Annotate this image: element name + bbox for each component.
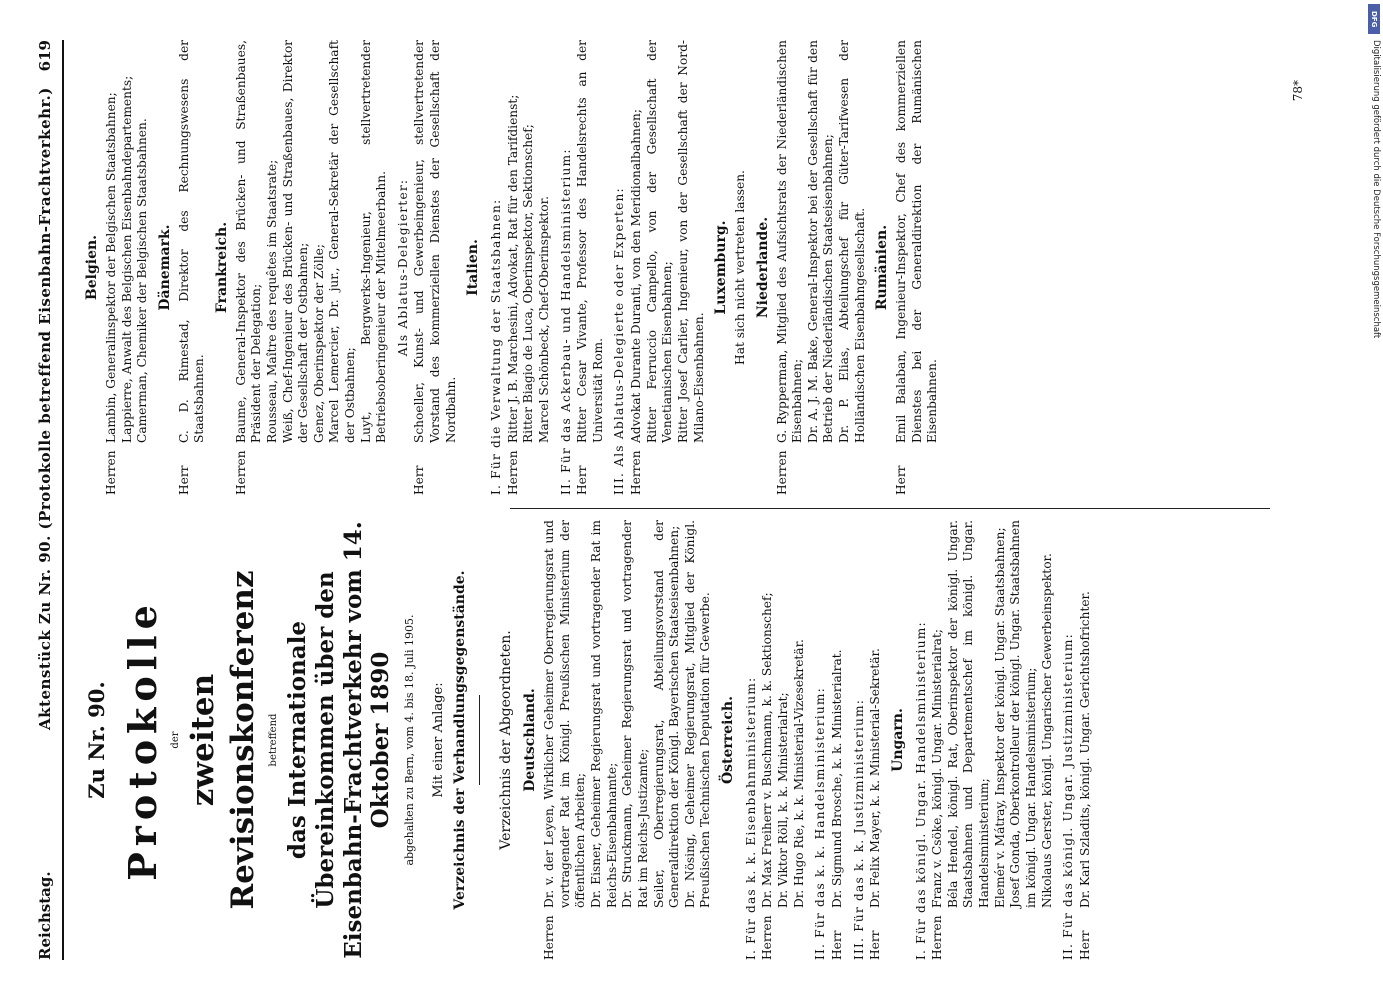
list-item: Nikolaus Gerster, königl. Ungarischer Gewerbeinspektor.: [1039, 553, 1054, 908]
digitization-sidebar: [1366, 0, 1383, 1000]
list-item: Dr. Hugo Rie, k. k. Ministerial-Vizesekretär.: [791, 639, 806, 908]
title-rule: [479, 695, 480, 785]
list-item: Dr. Struckmann, Geheimer Regierungsrat und vortragender Rat im Reichs-Justizamte;: [620, 520, 650, 908]
section-frankreich: Frankreich.: [213, 221, 230, 314]
title-line-2: Protokolle: [119, 599, 165, 881]
list-item: Rousseau, Maître des requêtes im Staatsrate;: [264, 159, 279, 443]
list-item: Herr Dr. Felix Mayer, k. k. Ministerial-Sekretär.: [868, 648, 883, 960]
subsection-heading: I. Für das königl. Ungar. Handelsministerium:: [913, 621, 928, 960]
title-line-4: zweiten Revisionskonferenz: [185, 570, 261, 910]
list-item: Weiß, Chef-Ingenieur des Brücken- und Straßenbaues, Direktor der Gesellschaft der Ostbahnen;: [280, 40, 311, 443]
header-center: Aktenstück Zu Nr. 90. (Protokolle betreffend Eisenbahn-Frachtverkehr.): [36, 87, 54, 730]
list-item: Luyt, Bergwerks-Ingenieur, stellvertretender Betriebsoberingenieur der Mittelmeerbahn.: [358, 40, 389, 443]
list-item: Seiler, Oberregierungsrat, Abteilungsvorstand der Generaldirektion der Königl. Bayerischen Staatseisenbahnen;: [651, 520, 682, 908]
list-item: Herren G. Rypperman, Mitglied des Aufsichtsrats der Niederländischen Eisenbahnen;: [774, 40, 805, 495]
list-item: Herren Ritter J. B. Marchesini, Advokat, Rat für den Tarifdienst;: [505, 94, 520, 495]
header-left: Reichstag.: [36, 871, 54, 960]
title-line-9: Verzeichnis der Verhandlungsgegenstände.: [451, 570, 468, 910]
title-line-3: der: [169, 731, 181, 749]
list-item: Herr Schoeller, Kunst- und Gewerbeingenieur, stellvertretender Vorstand des kommerziellen Dienstes der Gesellschaft der Nordbahn.: [412, 40, 458, 495]
list-item: Marcel Schönbeck, Chef-Oberinspektor.: [537, 196, 552, 443]
list-item: Dr. Nösing, Geheimer Regierungsrat, Mitglied der Königl. Preußischen Technischen Deputation für Gewerbe.: [682, 520, 713, 908]
subsection-heading: I. Für die Verwaltung der Staatsbahnen:: [489, 198, 504, 495]
section-deutschland: Deutschland.: [522, 688, 539, 792]
subsection-heading: II. Für das königl. Ungar. Justizministerium:: [1061, 633, 1076, 960]
subsection-heading: II. Für das Ackerbau- und Handelsministerium:: [558, 148, 573, 495]
subsection-heading: I. Für das k. k. Eisenbahnministerium:: [743, 676, 758, 960]
title-line-5: betreffend: [267, 713, 279, 767]
list-item: Herren Advokat Durante Duranti, von den Meridionalbahnen;: [629, 109, 644, 495]
title-line-7: abgehalten zu Bern, vom 4. bis 18. Juli 1905.: [402, 614, 416, 866]
list-item: Béla Hendel, königl. Rat, Oberinspektor der königl. Ungar. Staatsbahnen und Departementschef im königl. Ungar. Handelsministerium;: [945, 520, 992, 908]
list-item: Herr Ritter Cesar Vivante, Professor des Handelsrechts an der Universität Rom.: [575, 40, 605, 495]
list-item: Ritter Ferruccio Campello, von der Gesellschaft der Venetianischen Eisenbahnen;: [644, 40, 675, 443]
list-item: Ritter Josef Carlier, Ingenieur, von der Gesellschaft der Nord-Milano-Eisenbahnen.: [675, 40, 706, 443]
delegates-heading: Verzeichnis der Abgeordneten.: [498, 630, 515, 850]
section-daenemark: Dänemark.: [156, 224, 173, 311]
column-divider: [510, 508, 1270, 509]
title-line-8: Mit einer Anlage:: [430, 682, 446, 798]
list-item: Camerman, Chemiker der Belgischen Staatsbahnen.: [135, 118, 150, 443]
list-item: Herr Emil Balaban, Ingenieur-Inspektor, Chef des kommerziellen Dienstes bei der Generaldirektion der Rumänischen Eisenbahnen.: [894, 40, 940, 495]
list-item: Herren Dr. v. der Leyen, Wirklicher Geheimer Oberregierungsrat und vortragender Rat im Königl. Preußischen Ministerium der öffentlichen Arbeiten;: [542, 520, 588, 960]
left-column: [78, 520, 1093, 960]
title-line-1: Zu Nr. 90.: [84, 681, 109, 799]
section-luxemburg: Luxemburg.: [713, 220, 730, 315]
list-item: Marcel Lemercier, Dr. jur., General-Sekretär der Gesellschaft der Ostbahnen;: [327, 40, 358, 443]
dfg-logo: DFG: [1368, 4, 1380, 34]
page-number: 619: [36, 40, 54, 72]
document-page: [20, 0, 1340, 1000]
section-belgien: Belgien.: [84, 234, 100, 301]
subsection-heading: II. Für das k. k. Handelsministerium:: [813, 687, 828, 960]
title-line-6: das Internationale Übereinkommen über den Eisenbahn-Frachtverkehr vom 14. Oktober 1890: [284, 521, 395, 959]
list-item: Herr C. D. Rimestad, Direktor des Rechnungswesens der Staatsbahnen.: [176, 40, 207, 495]
list-item: Elemér v. Mátray, Inspektor der königl. Ungar. Staatsbahnen;: [992, 527, 1007, 908]
list-item: Ritter Biagio de Luca, Oberinspektor, Sektionschef;: [521, 124, 536, 443]
subsection-heading: III. Als Ablatus-Delegierte oder Experten:: [612, 187, 627, 495]
title-block: [84, 520, 469, 960]
list-item: Dr. Viktor Röll, k. k. Ministerialrat;: [776, 692, 791, 908]
deutschland-entries: [542, 520, 714, 960]
running-header: [32, 40, 64, 960]
section-rumaenien: Rumänien.: [874, 224, 891, 311]
subsection-heading: III. Für das k. k. Justizministerium:: [851, 698, 866, 960]
list-item: Dr. P. Elias, Abteilungschef für Güter-Tarifwesen der Holländischen Eisenbahngesellschaft.: [836, 40, 867, 443]
signature-mark: 78*: [1290, 80, 1305, 102]
list-item: Lappierre, Anwalt des Belgischen Eisenbahndepartements;: [119, 75, 134, 443]
list-item: Herr Dr. Sigmund Brosche, k. k. Ministerialrat.: [829, 649, 844, 960]
section-italien: Italien.: [465, 239, 482, 296]
list-item: Herr Dr. Karl Szladits, königl. Ungar. Gerichtshofrichter.: [1077, 591, 1092, 960]
list-item: Genez, Oberinspektor der Zölle;: [311, 244, 326, 443]
section-niederlande: Niederlande.: [754, 216, 771, 319]
list-item: Dr. Eisner, Geheimer Regierungsrat und vortragender Rat im Reichs-Eisenbahnamte;: [589, 520, 619, 908]
luxemburg-note: Hat sich nicht vertreten lassen.: [733, 170, 748, 365]
list-item: Herren Baume, General-Inspektor des Brücken- und Straßenbaues, Präsident der Delegation;: [233, 40, 264, 495]
digitization-credit: Digitalisierung gefördert durch die Deutsche Forschungsgemeinschaft: [1371, 40, 1381, 339]
section-ungarn: Ungarn.: [889, 708, 906, 772]
right-column: [78, 40, 941, 495]
list-item: Dr. A. J. M. Bake, General-Inspektor bei der Gesellschaft für den Betrieb der Niederländischen Staatseisenbahnen;: [805, 40, 836, 443]
section-oesterreich: Österreich.: [719, 696, 736, 785]
list-item: Josef Gonda, Oberkontrolleur der königl. Ungar. Staatsbahnen im königl. Ungar. Handelsministerium;: [1008, 520, 1038, 908]
list-item: Herren Dr. Max Freiherr v. Buschmann, k. k. Sektionschef;: [760, 592, 775, 960]
subsection-heading: Als Ablatus-Delegierter:: [395, 178, 410, 357]
list-item: Herren Franz v. Csöke, königl. Ungar. Ministerialrat;: [930, 629, 945, 960]
list-item: Herren Lambin, Generalinspektor der Belgischen Staatsbahnen;: [103, 92, 118, 495]
